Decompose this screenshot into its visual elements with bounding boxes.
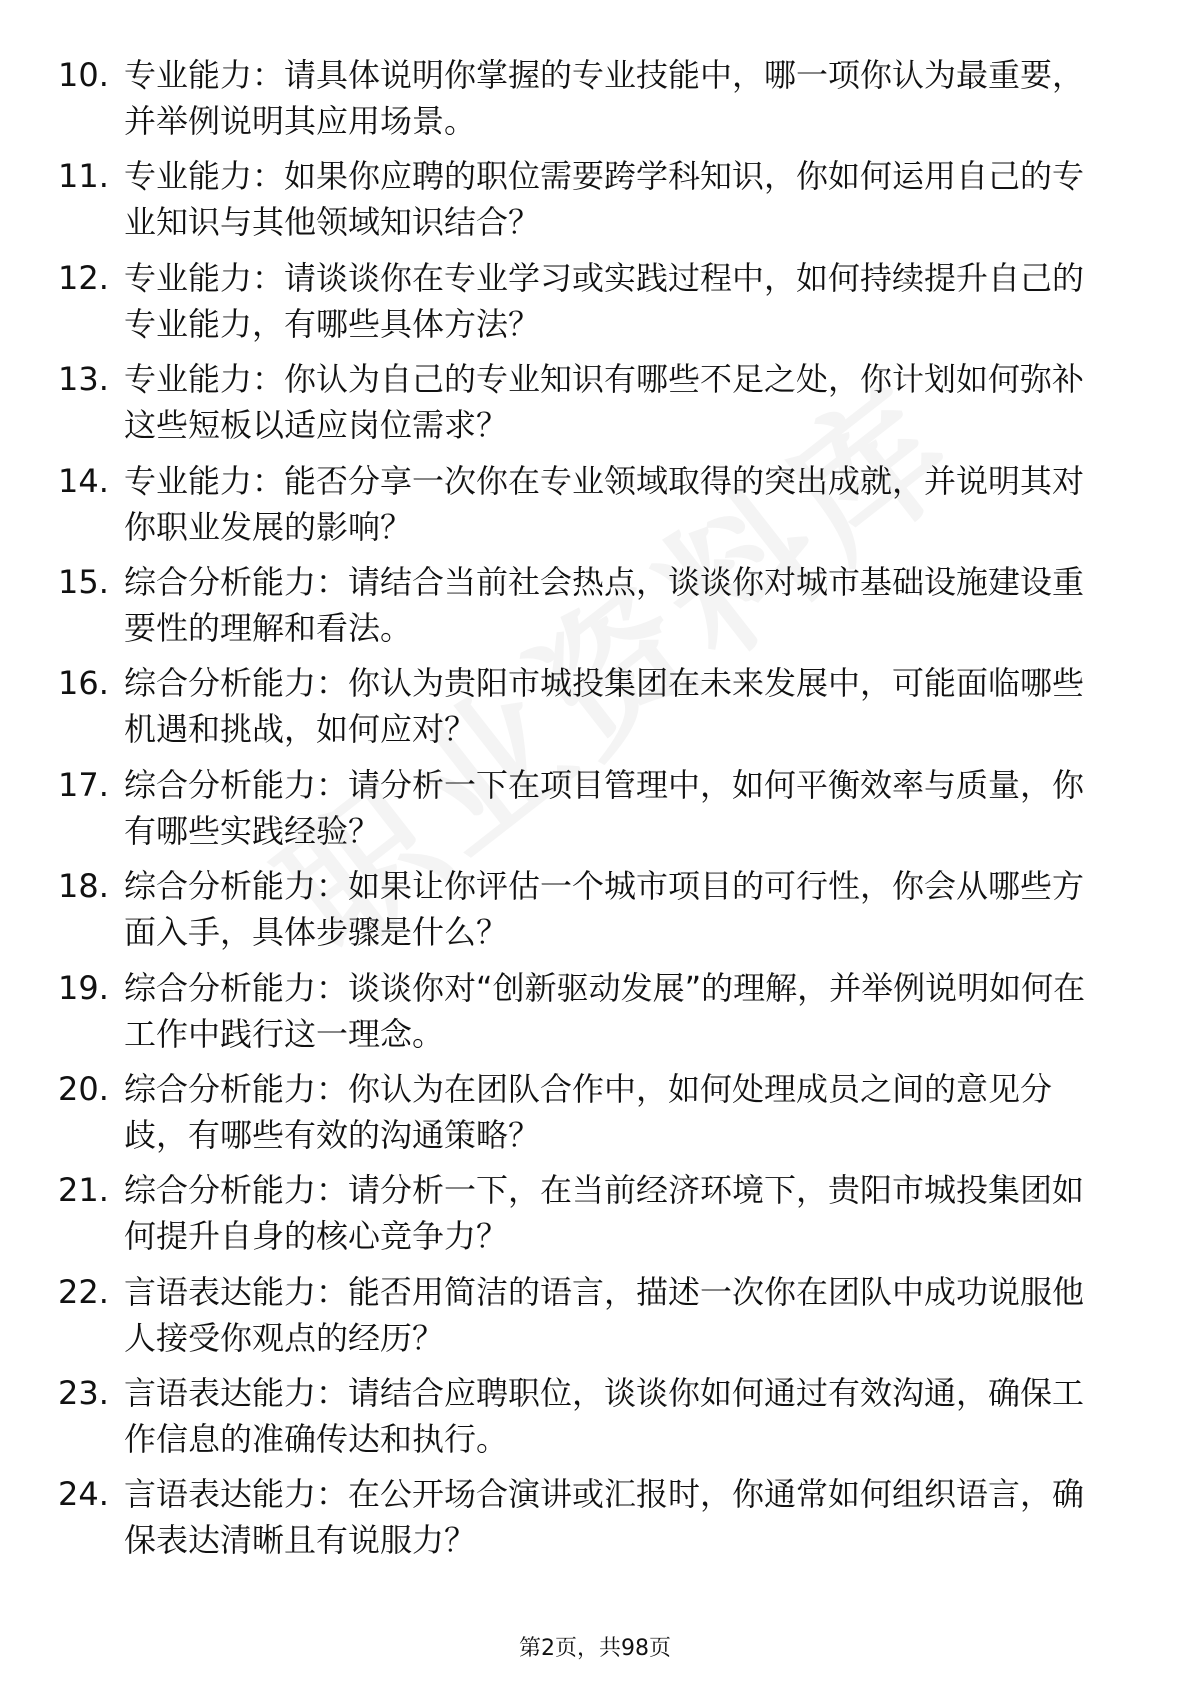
question-list <box>58 52 1118 1573</box>
question-text: 言语表达能力：请结合应聘职位，谈谈你如何通过有效沟通，确保工作信息的准确传达和执行。 <box>124 1374 1085 1459</box>
question-text: 言语表达能力：在公开场合演讲或汇报时，你通常如何组织语言，确保表达清晰且有说服力？ <box>124 1475 1085 1560</box>
question-item <box>58 1066 1118 1167</box>
question-item <box>58 1370 1118 1471</box>
question-number: 23. <box>58 1374 109 1413</box>
question-item <box>58 255 1118 356</box>
question-number: 16. <box>58 664 109 703</box>
question-item <box>58 762 1118 863</box>
question-text: 综合分析能力：如果让你评估一个城市项目的可行性，你会从哪些方面入手，具体步骤是什么？ <box>124 867 1085 952</box>
question-text: 言语表达能力：能否用简洁的语言，描述一次你在团队中成功说服他人接受你观点的经历？ <box>124 1272 1085 1357</box>
question-text: 综合分析能力：谈谈你对“创新驱动发展”的理解，并举例说明如何在工作中践行这一理念。 <box>124 968 1086 1053</box>
question-number: 14. <box>58 461 109 500</box>
question-number: 20. <box>58 1069 109 1108</box>
question-item <box>58 356 1118 457</box>
question-text: 综合分析能力：你认为贵阳市城投集团在未来发展中，可能面临哪些机遇和挑战，如何应对？ <box>124 664 1085 749</box>
question-item <box>58 153 1118 254</box>
question-item <box>58 660 1118 761</box>
question-item <box>58 559 1118 660</box>
question-number: 15. <box>58 562 109 601</box>
question-item <box>58 458 1118 559</box>
question-item <box>58 52 1118 153</box>
question-number: 21. <box>58 1171 109 1210</box>
question-text: 专业能力：请具体说明你掌握的专业技能中，哪一项你认为最重要，并举例说明其应用场景。 <box>124 56 1085 140</box>
question-text: 综合分析能力：请分析一下，在当前经济环境下，贵阳市城投集团如何提升自身的核心竞争力？ <box>124 1171 1085 1256</box>
question-number: 13. <box>58 360 109 399</box>
question-number: 10. <box>58 56 109 94</box>
question-text: 专业能力：能否分享一次你在专业领域取得的突出成就，并说明其对你职业发展的影响？ <box>124 461 1085 546</box>
question-item <box>58 965 1118 1066</box>
question-item <box>58 863 1118 964</box>
question-number: 19. <box>58 968 109 1007</box>
question-text: 综合分析能力：你认为在团队合作中，如何处理成员之间的意见分歧，有哪些有效的沟通策略？ <box>124 1069 1053 1154</box>
question-text: 专业能力：请谈谈你在专业学习或实践过程中，如何持续提升自己的专业能力，有哪些具体方法？ <box>124 258 1085 343</box>
question-text: 专业能力：如果你应聘的职位需要跨学科知识，你如何运用自己的专业知识与其他领域知识结合？ <box>124 157 1085 242</box>
question-item <box>58 1471 1118 1572</box>
question-text: 综合分析能力：请结合当前社会热点，谈谈你对城市基础设施建设重要性的理解和看法。 <box>124 562 1085 647</box>
question-number: 18. <box>58 867 109 906</box>
question-item <box>58 1167 1118 1268</box>
question-number: 17. <box>58 765 109 804</box>
page-footer: 第2页，共98页 <box>519 1636 671 1661</box>
question-number: 24. <box>58 1475 109 1514</box>
question-number: 12. <box>58 258 109 297</box>
question-number: 11. <box>58 157 109 196</box>
question-number: 22. <box>58 1272 109 1311</box>
question-text: 专业能力：你认为自己的专业知识有哪些不足之处，你计划如何弥补这些短板以适应岗位需求？ <box>124 360 1085 445</box>
question-text: 综合分析能力：请分析一下在项目管理中，如何平衡效率与质量，你有哪些实践经验？ <box>124 765 1085 850</box>
question-item <box>58 1269 1118 1370</box>
